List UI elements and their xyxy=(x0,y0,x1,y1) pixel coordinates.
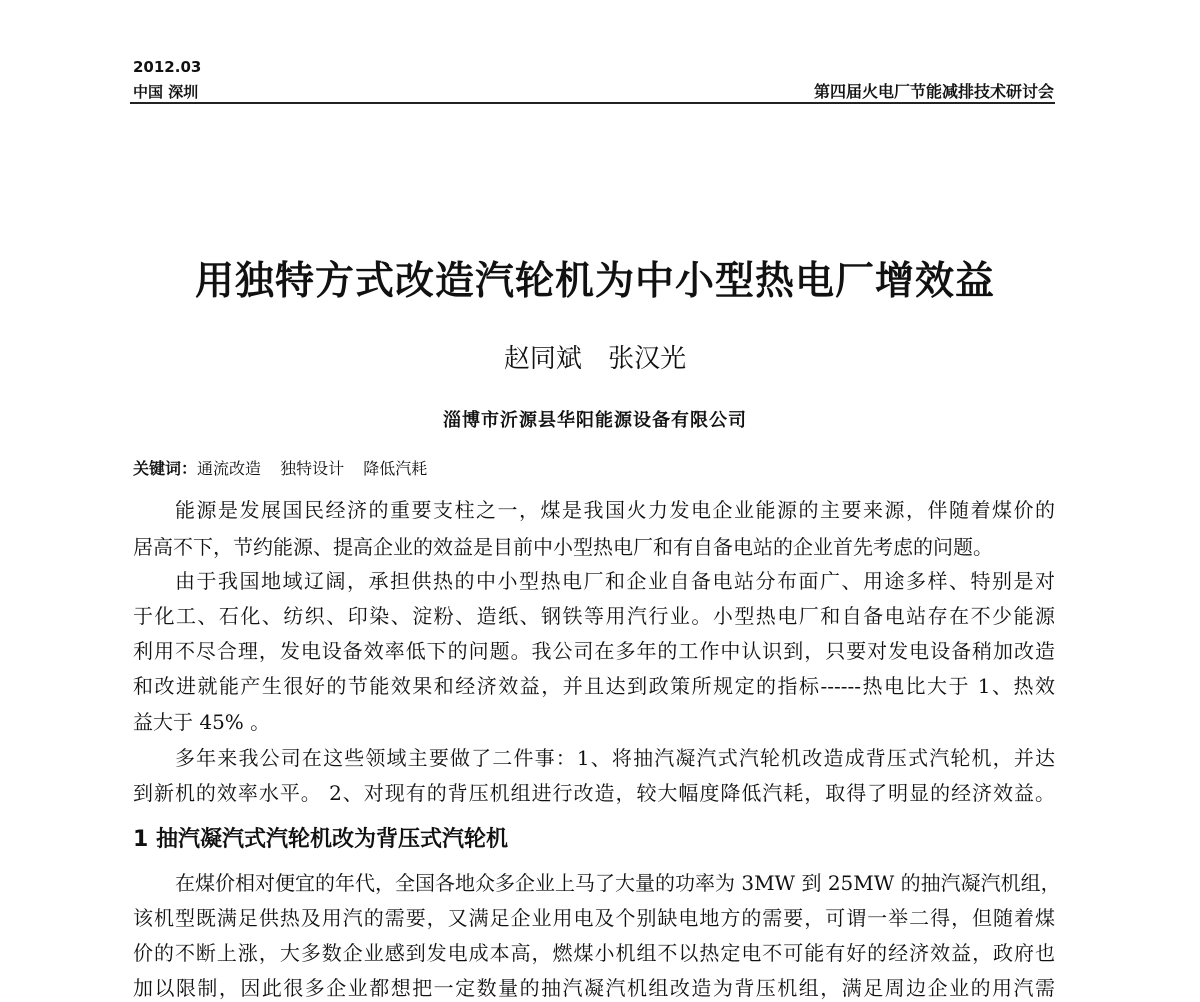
header-rule xyxy=(130,102,1055,104)
keywords xyxy=(133,456,427,479)
body-line: 到新机的效率水平。 2、对现有的背压机组进行改造，较大幅度降低汽耗，取得了明显的经济效益。 xyxy=(133,781,1055,805)
body-line: 利用不尽合理，发电设备效率低下的问题。我公司在多年的工作中认识到，只要对发电设备稍加改造 xyxy=(133,639,1055,663)
body-line: 由于我国地域辽阔，承担供热的中小型热电厂和企业自备电站分布面广、用途多样、特别是对 xyxy=(175,569,1055,593)
header-date: 2012.03 xyxy=(133,58,202,76)
section-line: 价的不断上涨，大多数企业感到发电成本高，燃煤小机组不以热定电不可能有好的经济效益，政府也 xyxy=(133,941,1055,965)
affiliation: 淄博市沂源县华阳能源设备有限公司 xyxy=(443,410,747,431)
header-place: 中国 深圳 xyxy=(133,83,199,101)
paper-title: 用独特方式改造汽轮机为中小型热电厂增效益 xyxy=(194,259,995,304)
keywords-value: 通流改造 独特设计 降低汽耗 xyxy=(197,459,428,478)
body-line: 于化工、石化、纺织、印染、淀粉、造纸、钢铁等用汽行业。小型热电厂和自备电站存在不少能源 xyxy=(133,604,1055,628)
body-line: 益大于 45% 。 xyxy=(133,710,271,734)
keywords-label: 关键词： xyxy=(133,459,198,478)
body-line: 多年来我公司在这些领域主要做了二件事：1、将抽汽凝汽式汽轮机改造成背压式汽轮机，并达 xyxy=(175,746,1055,770)
body-line: 和改进就能产生很好的节能效果和经济效益，并且达到政策所规定的指标------热电比大于 1、热效 xyxy=(133,674,1055,698)
section-line: 该机型既满足供热及用汽的需要，又满足企业用电及个别缺电地方的需要，可谓一举二得，但随着煤 xyxy=(133,906,1055,930)
header-conference: 第四届火电厂节能减排技术研讨会 xyxy=(813,82,1054,101)
section-heading: 1 抽汽凝汽式汽轮机改为背压式汽轮机 xyxy=(133,827,508,852)
section-line: 加以限制，因此很多企业都想把一定数量的抽汽凝汽机组改造为背压机组，满足周边企业的用汽需 xyxy=(133,976,1055,1000)
body-line: 能源是发展国民经济的重要支柱之一，煤是我国火力发电企业能源的主要来源，伴随着煤价的 xyxy=(175,498,1055,522)
section-line: 在煤价相对便宜的年代，全国各地众多企业上马了大量的功率为 3MW 到 25MW 的抽汽凝汽机组， xyxy=(175,871,1061,895)
authors: 赵同斌 张汉光 xyxy=(503,344,687,374)
body-line: 居高不下，节约能源、提高企业的效益是目前中小型热电厂和有自备电站的企业首先考虑的问题。 xyxy=(133,535,993,559)
